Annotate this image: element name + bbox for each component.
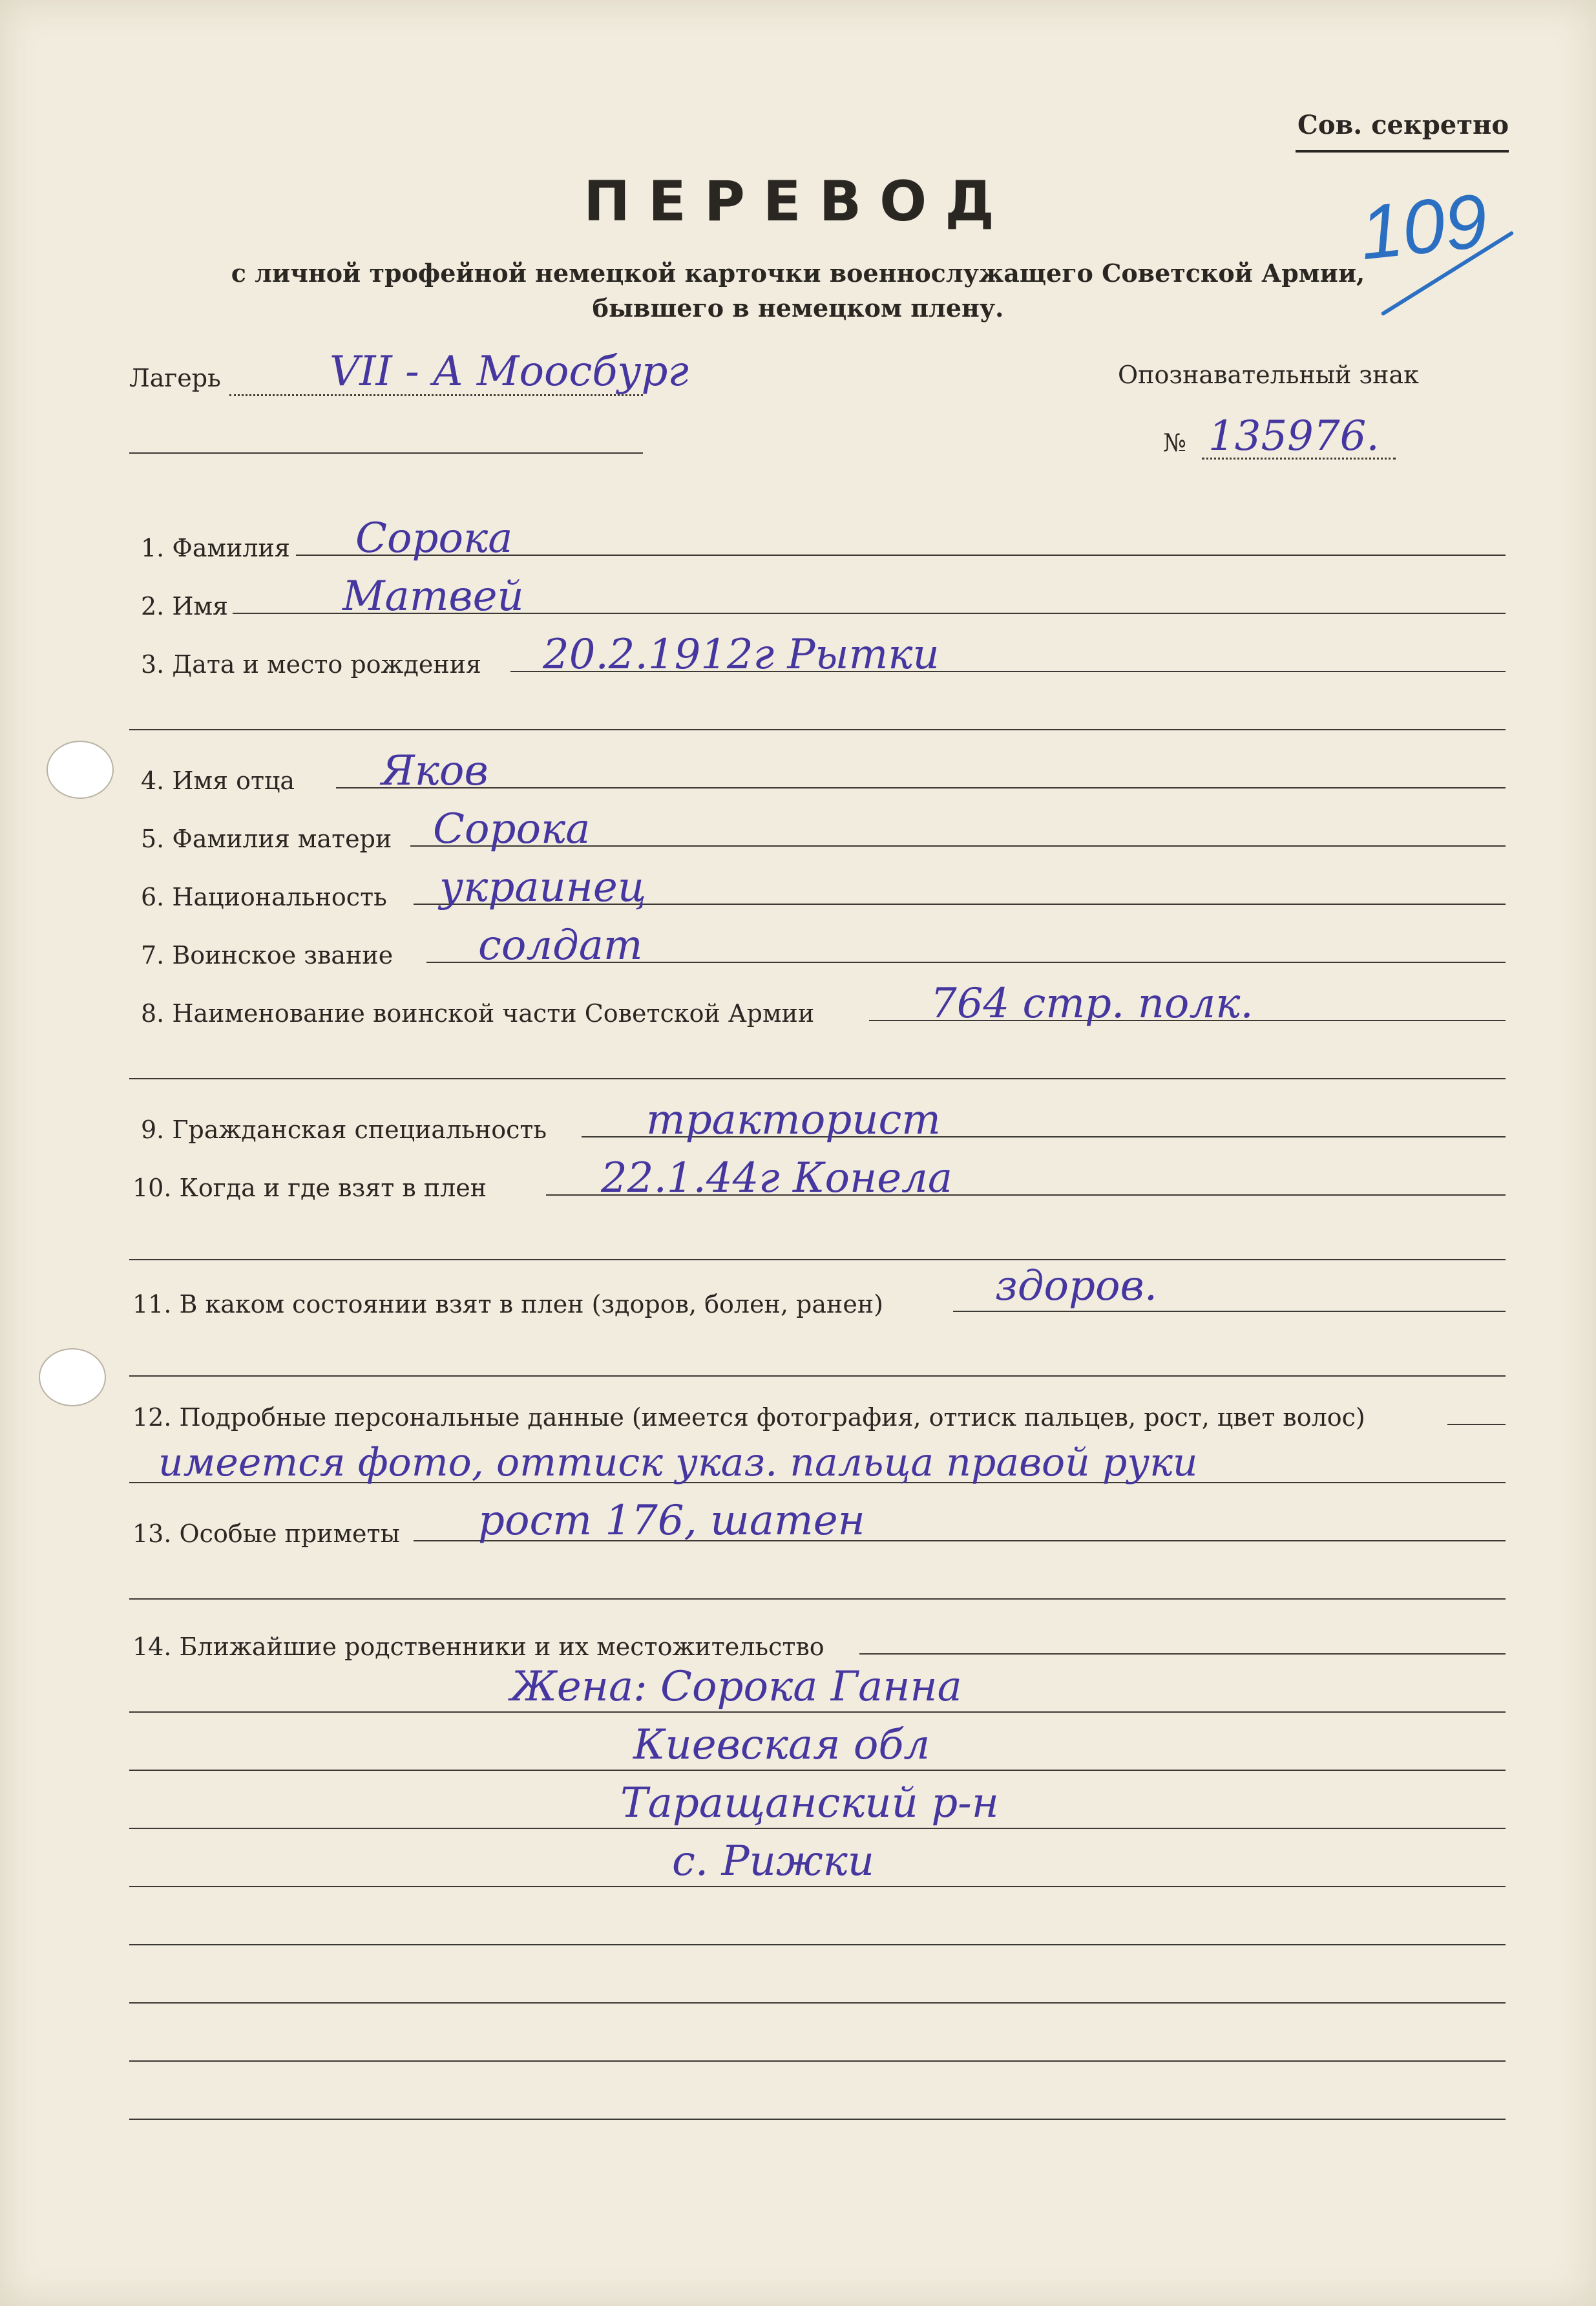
field-14-value-line-3: Таращанский р-н: [620, 1779, 999, 1827]
field-4-label: 4. Имя отца: [141, 767, 295, 795]
field-3-label: 3. Дата и место рождения: [141, 650, 482, 679]
field-2-value: Матвей: [342, 573, 524, 620]
field-3-value: 20.2.1912г Рытки: [543, 631, 940, 679]
id-tag-label: Опознавательный знак: [1118, 361, 1419, 389]
field-2-label: 2. Имя: [141, 592, 229, 620]
field-7-value: солдат: [478, 922, 643, 969]
document-subtitle: [0, 256, 1596, 326]
field-14-line-2: [129, 1711, 1506, 1713]
field-13-label: 13. Особые приметы: [132, 1519, 400, 1548]
punch-hole: [39, 1348, 106, 1406]
field-14-line-3: [129, 1770, 1506, 1771]
field-14-label: 14. Ближайшие родственники и их местожительство: [132, 1633, 824, 1661]
field-4-line: [336, 787, 1506, 788]
field-11-line-2: [129, 1375, 1506, 1377]
field-8-line-2: [129, 1078, 1506, 1079]
field-7-label: 7. Воинское звание: [141, 941, 394, 969]
field-12-line: [1447, 1424, 1506, 1425]
document-title: ПЕРЕВОД: [583, 169, 1013, 234]
field-14-value-line-2: Киевская обл: [633, 1721, 930, 1769]
field-14-line-7: [129, 2002, 1506, 2004]
field-8-value: 764 стр. полк.: [930, 980, 1254, 1028]
field-14-line-9: [129, 2119, 1506, 2120]
field-5-value: Сорока: [433, 805, 591, 853]
field-11-label: 11. В каком состоянии взят в плен (здоров, болен, ранен): [132, 1290, 883, 1318]
field-14-value-line-1: Жена: Сорока Ганна: [510, 1663, 962, 1711]
field-14-line-8: [129, 2060, 1506, 2062]
field-11-line: [953, 1311, 1506, 1312]
field-1-value: Сорока: [355, 514, 513, 562]
id-tag-value: 135976.: [1208, 412, 1380, 460]
camp-label: Лагерь: [129, 364, 221, 392]
field-12-value: имеется фото, оттиск указ. пальца правой руки: [158, 1440, 1198, 1485]
field-14-value-line-4: с. Рижки: [672, 1837, 874, 1885]
field-9-value: тракторист: [646, 1096, 941, 1144]
field-8-label: 8. Наименование воинской части Советской Армии: [141, 999, 815, 1028]
field-6-label: 6. Национальность: [141, 883, 387, 911]
camp-line-2: [129, 452, 643, 454]
field-12-label: 12. Подробные персональные данные (имеется фотография, оттиск пальцев, рост, цвет волос): [132, 1403, 1365, 1432]
field-10-line-2: [129, 1259, 1506, 1260]
subtitle-line-2: бывшего в немецком плену.: [592, 293, 1004, 323]
subtitle-line-1: с личной трофейной немецкой карточки военнослужащего Советской Армии,: [231, 259, 1365, 288]
id-tag-prefix: №: [1163, 428, 1186, 457]
field-1-label: 1. Фамилия: [141, 534, 290, 562]
field-6-value: украинец: [439, 863, 647, 911]
field-4-value: Яков: [381, 747, 488, 795]
field-14-line: [859, 1653, 1506, 1655]
field-3-line-2: [129, 729, 1506, 730]
field-14-line-4: [129, 1828, 1506, 1829]
punch-hole: [47, 741, 114, 799]
field-10-value: 22.1.44г Конела: [601, 1154, 952, 1202]
field-14-line-6: [129, 1944, 1506, 1945]
handwritten-stamp-number: 109: [1356, 178, 1492, 277]
field-14-line-5: [129, 1886, 1506, 1887]
field-9-label: 9. Гражданская специальность: [141, 1116, 547, 1144]
field-11-value: здоров.: [995, 1262, 1158, 1310]
camp-value: VII - А Моосбург: [330, 348, 689, 396]
classification-mark: Сов. секретно: [1296, 110, 1509, 153]
field-13-value: рост 176, шатен: [478, 1497, 865, 1545]
field-13-line-2: [129, 1598, 1506, 1600]
field-10-label: 10. Когда и где взят в плен: [132, 1174, 487, 1202]
field-5-label: 5. Фамилия матери: [141, 825, 392, 853]
